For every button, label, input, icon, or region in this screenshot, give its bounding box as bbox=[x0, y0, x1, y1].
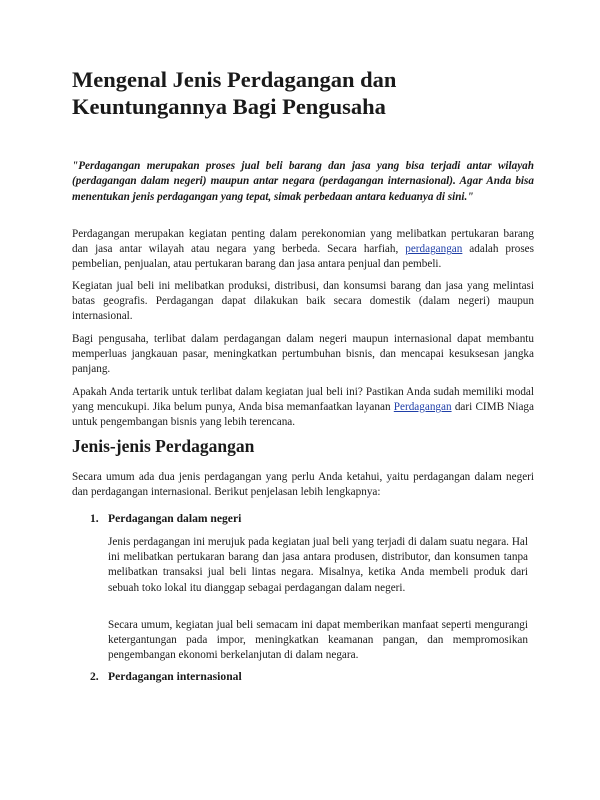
paragraph-3: Bagi pengusaha, terlibat dalam perdagangan dalam negeri maupun internasional dapat membantu memperluas jangkauan pasar, meningkatkan pertumbuhan bisnis, dan mencapai kesuksesan jangka panjang. bbox=[72, 333, 534, 376]
list-item-number: 2. bbox=[90, 670, 99, 683]
list-item-title bbox=[90, 511, 241, 526]
perdagangan-service-link[interactable]: Perdagangan bbox=[393, 401, 452, 414]
list-item-title bbox=[90, 669, 242, 684]
list-item-paragraph: Secara umum, kegiatan jual beli semacam ini dapat memberikan manfaat seperti mengurangi ketergantungan pada impor, meningkatkan keamanan pangan, dan mempromosikan pengembangan ekonomi berkelanjutan di dalam negara. bbox=[108, 619, 528, 662]
paragraph-4-text-a: Apakah Anda tertarik untuk terlibat dalam kegiatan jual beli ini? Pastikan Anda sudah memiliki modal yang mencukupi. Jika belum punya, Anda bisa memanfaatkan layanan bbox=[72, 386, 534, 414]
paragraph-1 bbox=[72, 227, 534, 273]
paragraph-5: Secara umum ada dua jenis perdagangan yang perlu Anda ketahui, yaitu perdagangan dalam negeri dan perdagangan internasional. Berikut penjelasan lebih lengkapnya: bbox=[72, 471, 534, 499]
lead-quote: "Perdagangan merupakan proses jual beli barang dan jasa yang bisa terjadi antar wilayah (perdagangan dalam negeri) maupun antar negara (perdagangan internasional). Agar Anda bisa menentukan jenis perdagangan yang tepat, simak perbedaan antara keduanya di sini." bbox=[72, 160, 534, 203]
article-title: Mengenal Jenis Perdagangan dan Keuntungannya Bagi Pengusaha bbox=[72, 67, 397, 119]
paragraph-4 bbox=[72, 385, 534, 431]
perdagangan-link[interactable]: perdagangan bbox=[405, 243, 463, 256]
paragraph-2: Kegiatan jual beli ini melibatkan produksi, distribusi, dan konsumsi barang dan jasa yang melintasi batas geografis. Perdagangan dapat dilakukan baik secara domestik (dalam negeri) maupun internasional. bbox=[72, 280, 534, 323]
list-item-paragraph: Jenis perdagangan ini merujuk pada kegiatan jual beli yang terjadi di dalam suatu negara. Hal ini melibatkan pertukaran barang dan jasa antara produsen, distributor, dan konsumen tanpa melibatkan transaksi jual beli lintas negara. Misalnya, ketika Anda membeli produk dari sebuah toko lokal itu dianggap sebagai perdagangan dalam negeri. bbox=[108, 536, 528, 594]
list-item-heading: Perdagangan dalam negeri bbox=[108, 512, 242, 525]
list-item-heading: Perdagangan internasional bbox=[108, 670, 242, 683]
list-item-number: 1. bbox=[90, 512, 99, 525]
section-heading: Jenis-jenis Perdagangan bbox=[72, 436, 255, 456]
paragraph-1-text-a: Perdagangan merupakan kegiatan penting dalam perekonomian yang melibatkan pertukaran barang dan jasa antar wilayah atau negara yang berbeda. Secara harfiah, bbox=[72, 228, 534, 256]
paragraph-1-text-b: adalah proses pembelian, penjualan, atau pertukaran barang dan jasa antara penjual dan pembeli. bbox=[72, 243, 534, 271]
paragraph-4-text-b: dari CIMB Niaga untuk pengembangan bisnis yang lebih terencana. bbox=[72, 401, 534, 429]
